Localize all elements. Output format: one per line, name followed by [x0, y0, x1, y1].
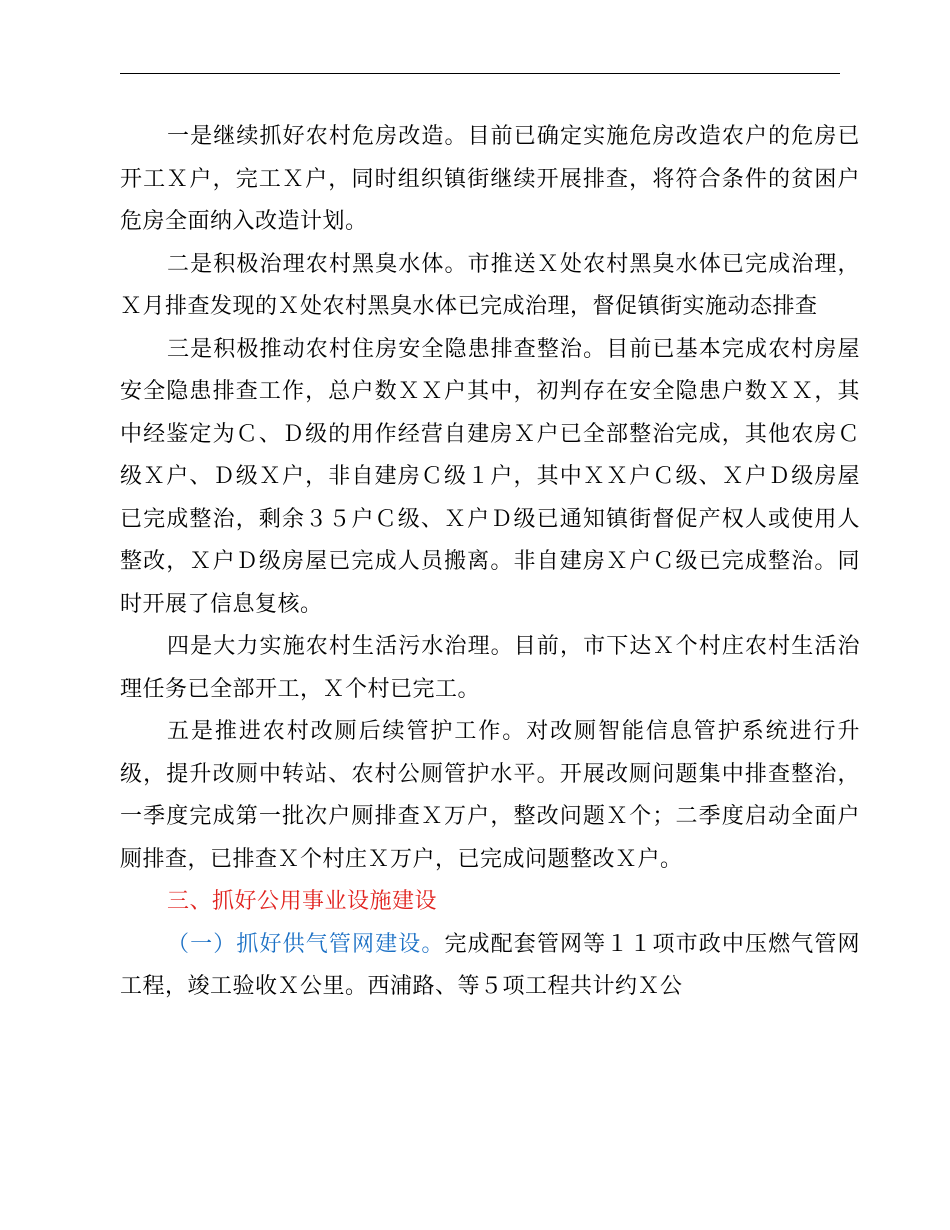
subsection-lead: （一）抓好供气管网建设。	[167, 931, 445, 957]
paragraph-sewage-treatment: 四是大力实施农村生活污水治理。目前，市下达Ｘ个村庄农村生活治理任务已全部开工，Ｘ个村已完工。	[120, 634, 860, 702]
section-heading: 三、抓好公用事业设施建设	[167, 889, 438, 914]
document-body	[120, 116, 860, 1009]
subsection-text: 完成配套管网等１１项市政中压燃气管网工程，竣工验收Ｘ公里。西浦路、等５项工程共计约Ｘ公	[120, 931, 860, 999]
paragraph-black-odorous-water: 二是积极治理农村黑臭水体。市推送Ｘ处农村黑臭水体已完成治理，Ｘ月排查发现的Ｘ处农村黑臭水体已完成治理，督促镇街实施动态排查	[120, 251, 860, 319]
paragraph-rural-housing-renovation: 一是继续抓好农村危房改造。目前已确定实施危房改造农户的危房已开工Ｘ户，完工Ｘ户，同时组织镇街继续开展排查，将符合条件的贫困户危房全面纳入改造计划。	[120, 124, 860, 234]
paragraph-toilet-maintenance: 五是推进农村改厕后续管护工作。对改厕智能信息管护系统进行升级，提升改厕中转站、农村公厕管护水平。开展改厕问题集中排查整治，一季度完成第一批次户厕排查Ｘ万户，整改问题Ｘ个；二季度启动全面户厕排查，已排查Ｘ个村庄Ｘ万户，已完成问题整改Ｘ户。	[120, 719, 860, 872]
paragraph-gas-network	[120, 924, 860, 1009]
header-rule	[120, 73, 840, 74]
paragraph-housing-safety-hazards: 三是积极推动农村住房安全隐患排查整治。目前已基本完成农村房屋安全隐患排查工作，总户数ＸＸ户其中，初判存在安全隐患户数ＸＸ，其中经鉴定为Ｃ、Ｄ级的用作经营自建房Ｘ户已全部整治完成，其他农房Ｃ级Ｘ户、Ｄ级Ｘ户，非自建房Ｃ级１户，其中ＸＸ户Ｃ级、Ｘ户Ｄ级房屋已完成整治，剩余３５户Ｃ级、Ｘ户Ｄ级已通知镇街督促产权人或使用人整改，Ｘ户Ｄ级房屋已完成人员搬离。非自建房Ｘ户Ｃ级已完成整治。同时开展了信息复核。	[120, 336, 860, 617]
